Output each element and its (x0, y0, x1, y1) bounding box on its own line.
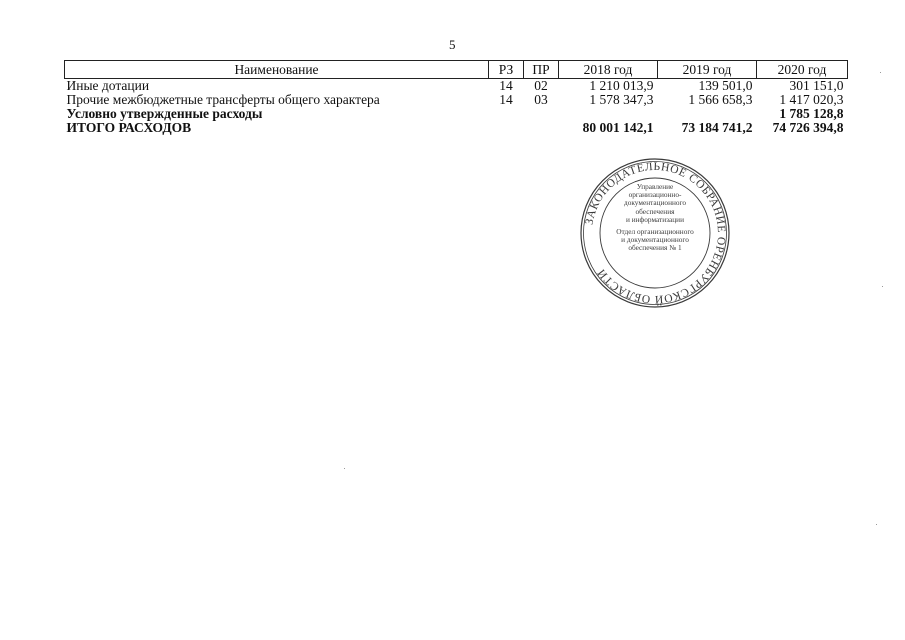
row-2020: 1 417 020,3 (779, 92, 844, 107)
row-2020: 301 151,0 (789, 78, 844, 93)
stamp-inner-text (603, 183, 707, 253)
header-name: Наименование (65, 61, 489, 79)
row-pr (524, 107, 559, 121)
row-2020: 1 785 128,8 (779, 106, 844, 121)
row-name: Прочие межбюджетные трансферты общего характера (66, 92, 380, 107)
row-2019: 139 501,0 (698, 78, 753, 93)
row-pr: 03 (534, 92, 548, 107)
header-rz: РЗ (489, 61, 524, 79)
row-rz (489, 121, 524, 135)
stamp-line: Отдел организационного (616, 227, 694, 237)
stamp-line: и документационного (621, 235, 689, 245)
row-2019: 1 566 658,3 (688, 92, 753, 107)
row-pr (524, 121, 559, 135)
row-rz: 14 (499, 78, 513, 93)
scan-speck (344, 468, 345, 469)
header-2020: 2020 год (757, 61, 848, 79)
stamp-line: документационного (623, 198, 686, 208)
header-pr: ПР (524, 61, 559, 79)
table-header-row (65, 61, 848, 79)
stamp-ring-text: ЗАКОНОДАТЕЛЬНОЕ СОБРАНИЕ ОРЕНБУРГСКОЙ ОБЛАСТИ (583, 160, 728, 306)
row-rz: 14 (499, 92, 513, 107)
table-row-total (65, 121, 848, 135)
row-2018 (559, 107, 658, 121)
table-row-conditional (65, 107, 848, 121)
row-2019 (658, 107, 757, 121)
row-2018: 80 001 142,1 (582, 120, 654, 135)
official-stamp (579, 157, 731, 309)
scan-speck (876, 524, 877, 525)
row-2020: 74 726 394,8 (772, 120, 844, 135)
stamp-line: Управление (636, 182, 674, 191)
row-name: Иные дотации (66, 78, 150, 93)
stamp-line: организационно- (628, 190, 682, 200)
scan-speck (880, 72, 881, 73)
row-2019: 73 184 741,2 (681, 120, 753, 135)
stamp-line: обеспечения № 1 (628, 243, 682, 253)
row-2018: 1 578 347,3 (589, 92, 654, 107)
row-name: Условно утвержденные расходы (66, 106, 263, 121)
page-number: 5 (449, 37, 456, 52)
header-2018: 2018 год (559, 61, 658, 79)
stamp-line: и информатизации (625, 214, 684, 224)
budget-table (64, 60, 848, 135)
header-2019: 2019 год (658, 61, 757, 79)
row-pr: 02 (534, 78, 548, 93)
scan-speck (882, 286, 883, 287)
stamp-line: обеспечения (635, 206, 675, 216)
table-row (65, 93, 848, 107)
row-2018: 1 210 013,9 (589, 78, 654, 93)
row-rz (489, 107, 524, 121)
table-row (65, 79, 848, 94)
row-name: ИТОГО РАСХОДОВ (66, 120, 192, 135)
